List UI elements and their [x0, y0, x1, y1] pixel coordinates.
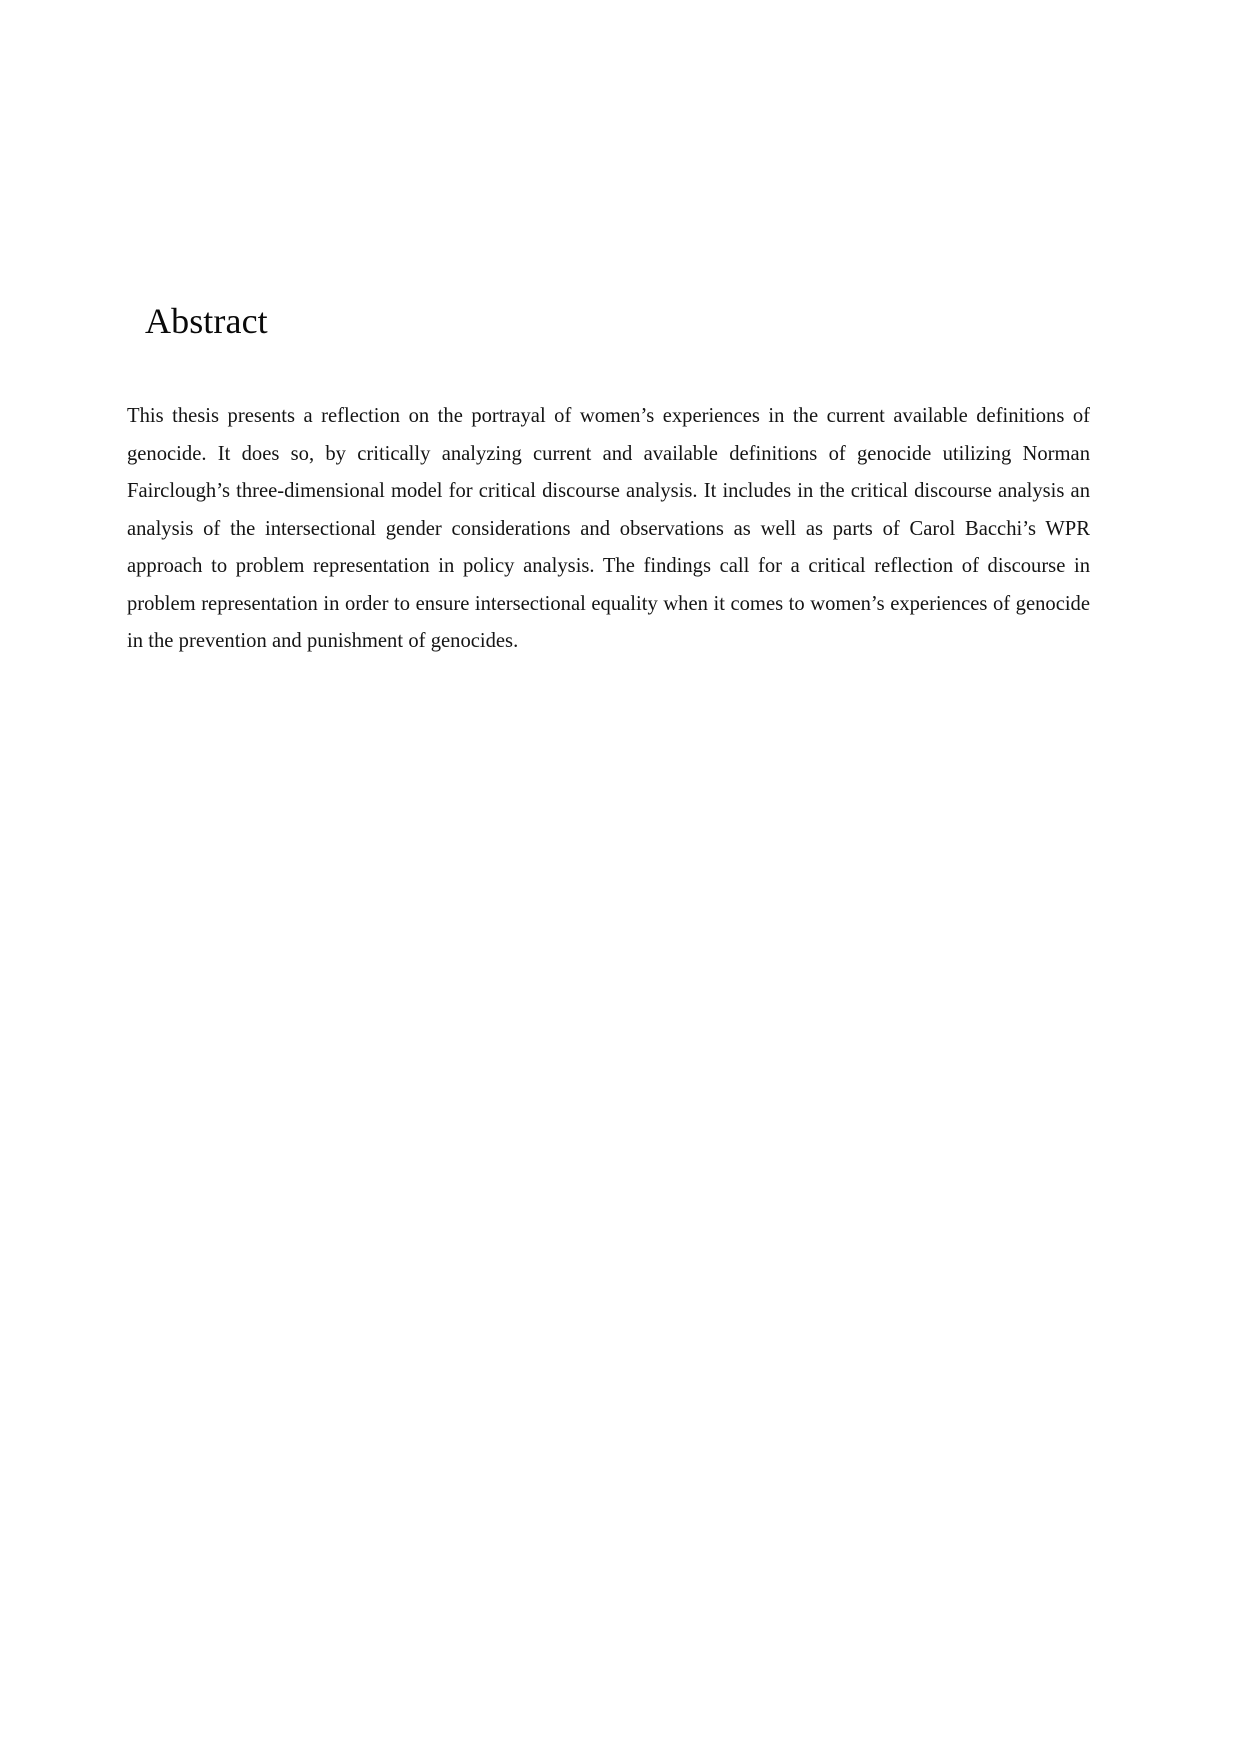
page-title: Abstract	[145, 301, 268, 341]
abstract-section	[127, 300, 1090, 660]
abstract-body-text: This thesis presents a reflection on the portrayal of women’s experiences in the current available definitions of genocide. It does so, by critically analyzing current and available definitions of genocide utilizing Norman Fairclough’s three-dimensional model for critical discourse analysis. It includes in the critical discourse analysis an analysis of the intersectional gender considerations and observations as well as parts of Carol Bacchi’s WPR approach to problem representation in policy analysis. The findings call for a critical reflection of discourse in problem representation in order to ensure intersectional equality when it comes to women’s experiences of genocide in the prevention and punishment of genocides.	[127, 405, 1090, 652]
